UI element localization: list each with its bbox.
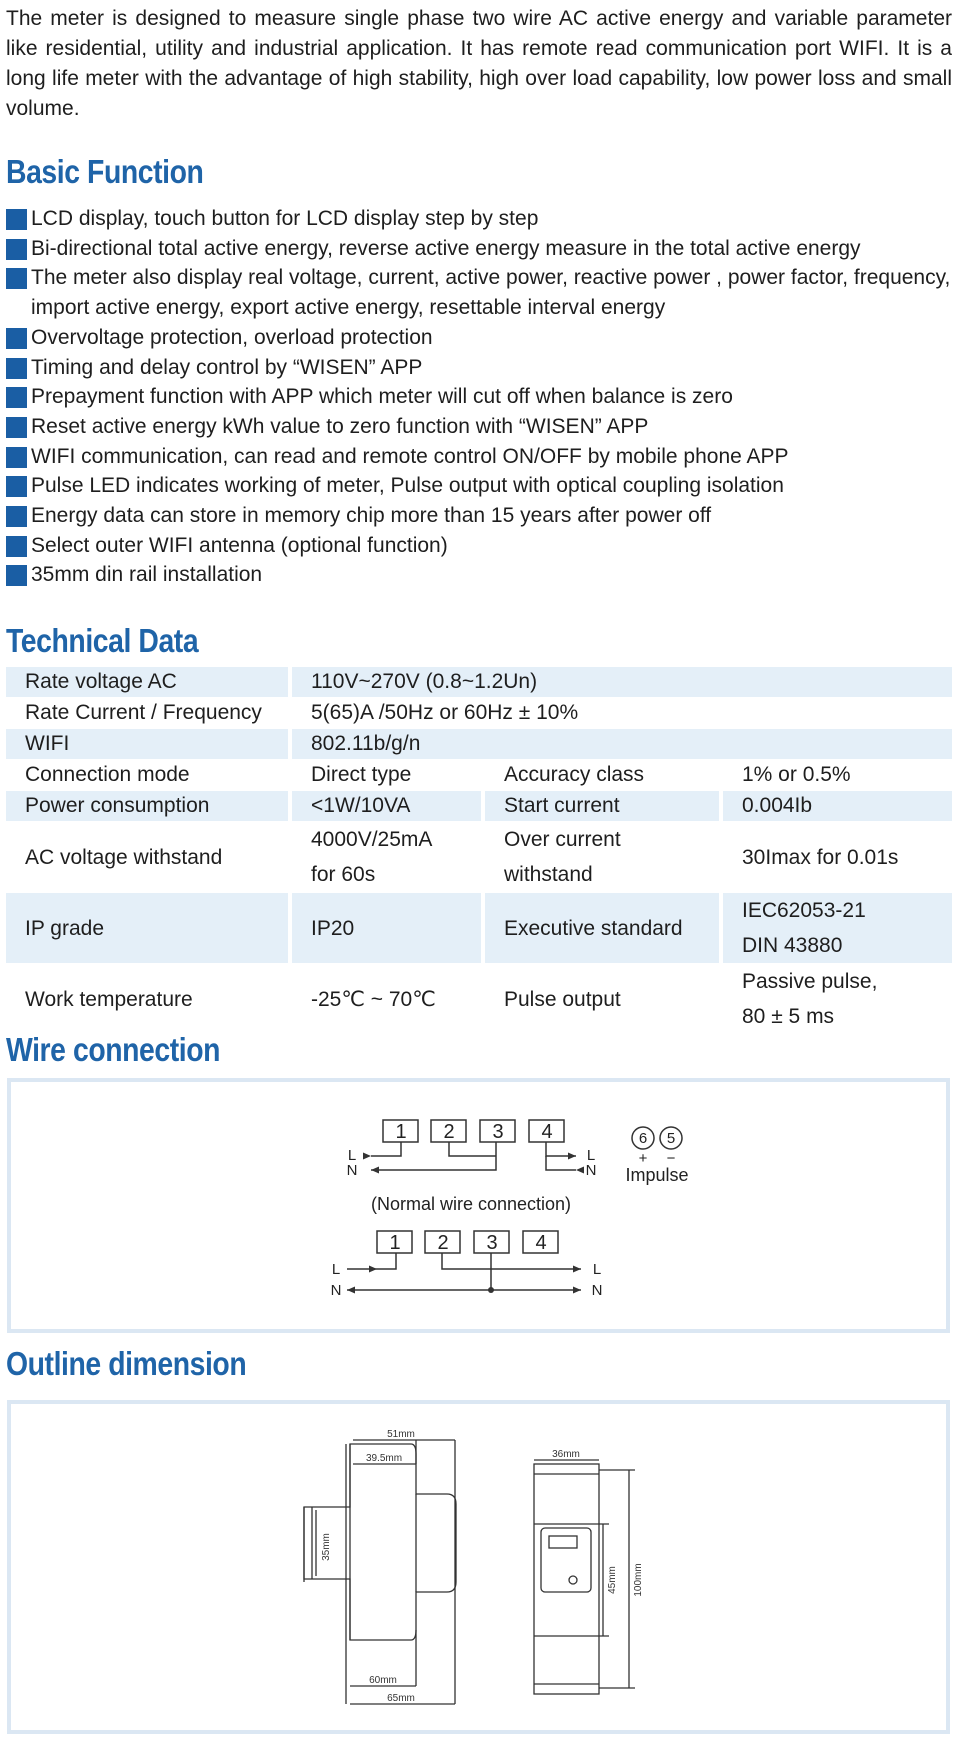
table-row <box>6 729 952 760</box>
table-cell-value: 4000V/25mA for 60s <box>292 822 485 893</box>
square-bullet-icon <box>6 328 27 349</box>
line-l-label: L <box>592 1261 602 1278</box>
line-n-label: N <box>585 1162 597 1179</box>
line-n-label: N <box>591 1282 603 1299</box>
list-item: Energy data can store in memory chip more than 15 years after power off <box>6 501 952 531</box>
terminal-label: 4 <box>541 1121 553 1143</box>
table-row <box>6 667 952 698</box>
table-cell-value: 30Imax for 0.01s <box>723 822 952 893</box>
table-row <box>6 893 952 964</box>
table-cell-value: Passive pulse, 80 ± 5 ms <box>723 964 952 1035</box>
list-item: Timing and delay control by “WISEN” APP <box>6 353 952 383</box>
dimension-label: 39.5mm <box>365 1453 403 1464</box>
dimension-label: 35mm <box>321 1533 332 1561</box>
outline-dimension-panel <box>7 1400 950 1734</box>
diagram-caption: (Normal wire connection) <box>370 1194 572 1214</box>
square-bullet-icon <box>6 447 27 468</box>
side-view <box>304 1440 456 1704</box>
line-l-label: L <box>586 1147 596 1164</box>
technical-data-table <box>6 667 952 1035</box>
terminal-label: 3 <box>486 1232 498 1254</box>
list-item: Pulse LED indicates working of meter, Pulse output with optical coupling isolation <box>6 471 952 501</box>
square-bullet-icon <box>6 387 27 408</box>
outline-dimension-heading: Outline dimension <box>6 1345 247 1382</box>
terminal-label: 4 <box>535 1232 547 1254</box>
table-cell-label: Rate voltage AC <box>6 667 292 698</box>
dimension-label: 100mm <box>633 1563 644 1597</box>
technical-data-heading: Technical Data <box>6 622 199 659</box>
arrow-icon <box>371 1167 379 1174</box>
square-bullet-icon <box>6 417 27 438</box>
dimension-label: 51mm <box>387 1429 415 1440</box>
line-l-label: L <box>331 1261 341 1278</box>
table-cell-value: 110V~270V (0.8~1.2Un) <box>292 667 952 698</box>
table-cell-value: -25℃ ~ 70℃ <box>292 964 485 1035</box>
pulse-plus-label: + <box>638 1150 648 1167</box>
square-bullet-icon <box>6 209 27 230</box>
list-item: 35mm din rail installation <box>6 560 952 590</box>
impulse-label: Impulse <box>625 1165 689 1185</box>
square-bullet-icon <box>6 506 27 527</box>
terminal-label: 3 <box>492 1121 504 1143</box>
table-cell-label: Start current <box>485 791 723 822</box>
square-bullet-icon <box>6 565 27 586</box>
feature-list <box>6 204 952 590</box>
terminal-label: 1 <box>395 1121 407 1143</box>
basic-function-heading: Basic Function <box>6 153 204 190</box>
table-cell-value: 802.11b/g/n <box>292 729 952 760</box>
table-cell-value: 1% or 0.5% <box>723 760 952 791</box>
table-cell-label: AC voltage withstand <box>6 822 292 893</box>
square-bullet-icon <box>6 476 27 497</box>
table-row <box>6 822 952 893</box>
dimension-drawing <box>11 1404 946 1730</box>
list-item: The meter also display real voltage, current, active power, reactive power , power factor, frequency, import active energy, export active energy, resettable interval energy <box>6 263 952 322</box>
table-cell-value: <1W/10VA <box>292 791 485 822</box>
table-row <box>6 698 952 729</box>
dimension-label: 36mm <box>552 1449 580 1460</box>
table-cell-value: IEC62053-21 DIN 43880 <box>723 893 952 964</box>
square-bullet-icon <box>6 358 27 379</box>
table-cell-label: Over current withstand <box>485 822 723 893</box>
arrow-icon <box>363 1153 371 1160</box>
table-cell-value: 5(65)A /50Hz or 60Hz ± 10% <box>292 698 952 729</box>
list-item: Bi-directional total active energy, reverse active energy measure in the total active energy <box>6 234 952 264</box>
terminal-label: 2 <box>437 1232 449 1254</box>
table-row <box>6 964 952 1035</box>
line-l-label: L <box>347 1147 357 1164</box>
list-item: Select outer WIFI antenna (optional function) <box>6 531 952 561</box>
arrow-icon <box>568 1153 576 1160</box>
table-cell-label: Executive standard <box>485 893 723 964</box>
table-cell-value: 0.004Ib <box>723 791 952 822</box>
dimension-label: 65mm <box>387 1693 415 1704</box>
arrow-icon <box>347 1287 355 1294</box>
table-cell-label: WIFI <box>6 729 292 760</box>
square-bullet-icon <box>6 536 27 557</box>
table-cell-label: Work temperature <box>6 964 292 1035</box>
list-item: WIFI communication, can read and remote control ON/OFF by mobile phone APP <box>6 442 952 472</box>
table-cell-value: IP20 <box>292 893 485 964</box>
table-cell-label: Power consumption <box>6 791 292 822</box>
arrow-icon <box>369 1266 377 1273</box>
table-cell-label: IP grade <box>6 893 292 964</box>
pulse-minus-label: − <box>666 1150 676 1167</box>
list-item: Overvoltage protection, overload protection <box>6 323 952 353</box>
junction-dot <box>488 1287 494 1293</box>
pulse-terminal-label: 6 <box>638 1130 648 1147</box>
arrow-icon <box>573 1266 581 1273</box>
list-item: Prepayment function with APP which meter will cut off when balance is zero <box>6 382 952 412</box>
list-item: LCD display, touch button for LCD display step by step <box>6 204 952 234</box>
table-cell-label: Connection mode <box>6 760 292 791</box>
table-row <box>6 791 952 822</box>
wire-diagram <box>11 1082 946 1329</box>
terminal-label: 2 <box>443 1121 455 1143</box>
terminal-label: 1 <box>389 1232 401 1254</box>
table-row <box>6 760 952 791</box>
table-cell-label: Pulse output <box>485 964 723 1035</box>
dimension-label: 45mm <box>607 1566 618 1594</box>
dimension-label: 60mm <box>369 1675 397 1686</box>
intro-paragraph: The meter is designed to measure single phase two wire AC active energy and variable parameter like residential, utility and industrial application. It has remote read communication port WIFI. It is a long life meter with the advantage of high stability, high over load capability, low power loss and small volume. <box>6 7 952 120</box>
list-item: Reset active energy kWh value to zero function with “WISEN” APP <box>6 412 952 442</box>
front-view <box>534 1460 635 1694</box>
arrow-icon <box>573 1287 581 1294</box>
pulse-terminal-label: 5 <box>666 1130 676 1147</box>
table-cell-label: Accuracy class <box>485 760 723 791</box>
table-cell-value: Direct type <box>292 760 485 791</box>
wire-connection-panel <box>7 1078 950 1333</box>
square-bullet-icon <box>6 268 27 289</box>
table-cell-label: Rate Current / Frequency <box>6 698 292 729</box>
arrow-icon <box>576 1167 584 1174</box>
line-n-label: N <box>330 1282 342 1299</box>
square-bullet-icon <box>6 239 27 260</box>
wire-connection-heading: Wire connection <box>6 1031 221 1068</box>
line-n-label: N <box>346 1162 358 1179</box>
